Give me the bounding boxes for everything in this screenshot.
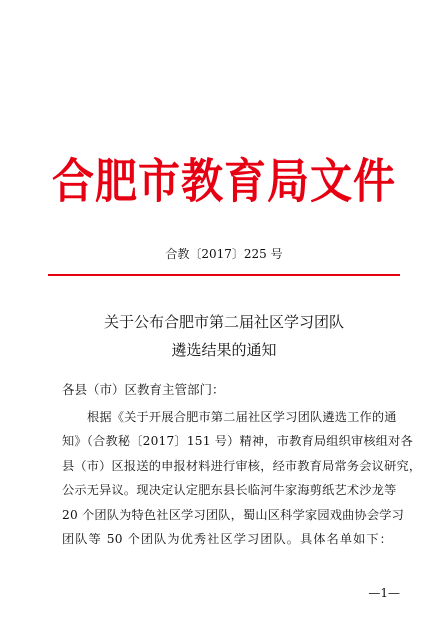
- document-masthead: 合肥市教育局文件: [51, 154, 396, 209]
- salutation: 各县（市）区教育主管部门：: [62, 382, 225, 397]
- body-line: 知》（合教秘〔2017〕151 号）精神，市教育局组织审核组对各: [62, 434, 413, 449]
- red-divider-line: [48, 274, 400, 276]
- page-number: —1—: [368, 586, 400, 600]
- body-line: 根据《关于开展合肥市第二届社区学习团队遴选工作的通: [87, 410, 397, 424]
- body-line: 团队等 50 个团队为优秀社区学习团队。具体名单如下：: [62, 532, 392, 547]
- body-line: 20 个团队为特色社区学习团队，蜀山区科学家园戏曲协会学习: [62, 507, 405, 522]
- title-line-2: 遴选结果的通知: [171, 341, 277, 359]
- body-line: 县（市）区报送的申报材料进行审核，经市教育局常务会议研究，: [62, 458, 422, 473]
- document-title: [0, 308, 448, 364]
- document-number: 合教〔2017〕225 号: [165, 247, 283, 261]
- title-line-1: 关于公布合肥市第二届社区学习团队: [103, 313, 344, 331]
- body-paragraph: [62, 405, 422, 551]
- body-line: 公示无异议。现决定认定肥东县长临河牛家海剪纸艺术沙龙等: [62, 483, 397, 498]
